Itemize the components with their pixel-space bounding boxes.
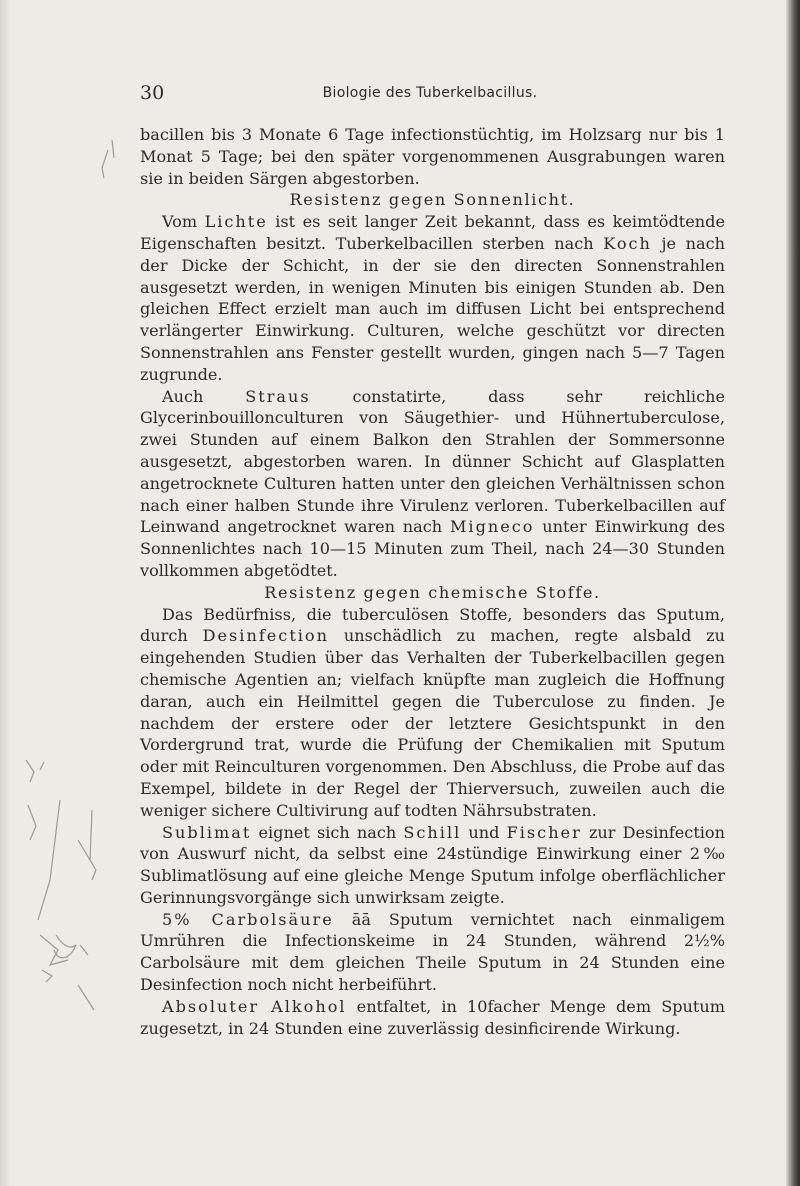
text-run: eignet sich nach xyxy=(258,822,397,842)
heading-sunlight: Resistenz gegen Sonnenlicht. xyxy=(289,190,576,210)
book-page-edge xyxy=(786,0,800,1186)
page-number: 30 xyxy=(140,82,165,104)
pencil-mark xyxy=(42,970,52,982)
intro-paragraph: bacillen bis 3 Monate 6 Tage infectionstüchtig, im Holzsarg nur bis 1 Monat 5 Tage; bei den später vorgenommenen Ausgrabungen waren sie in beiden Särgen abgestorben. xyxy=(140,125,725,188)
pencil-mark xyxy=(40,762,44,770)
text-run: und xyxy=(468,822,500,842)
paragraph-sunlight-2 xyxy=(140,386,725,582)
text-run: zur Desinfection von Auswurf nicht, da selbst eine 24stündige Einwirkung einer 2‰ Sublimatlösung auf eine gleiche Menge Sputum infolge oberflächlicher Gerinnungsvorgänge sich unwirksam zeigte. xyxy=(140,822,725,907)
pencil-mark xyxy=(28,805,36,840)
pencil-mark xyxy=(26,760,34,782)
heading-chemical: Resistenz gegen chemische Stoffe. xyxy=(264,582,601,602)
substance-name: Sublimat xyxy=(162,822,252,842)
pencil-mark xyxy=(78,840,96,880)
text-run: Vom xyxy=(162,212,198,232)
paragraph-chemical-1 xyxy=(140,604,725,822)
running-title: Biologie des Tuberkelbacillus. xyxy=(322,85,538,101)
text-run: ist es seit langer Zeit bekannt, dass es keimtödtende Eigenschaften besitzt. Tuberkelbacillen sterben nach xyxy=(140,212,725,253)
emphasis-term: Lichte xyxy=(204,212,268,232)
paragraph-sublimat xyxy=(140,822,725,909)
pencil-mark xyxy=(38,800,60,920)
paragraph-sunlight-1 xyxy=(140,211,725,385)
page-header xyxy=(140,82,720,106)
substance-name: 5% Carbolsäure xyxy=(162,909,334,929)
pencil-mark xyxy=(78,985,94,1010)
text-run: unschädlich zu machen, regte alsbald zu eingehenden Studien über das Verhalten der Tuberkelbacillen gegen chemische Agentien an; vielfach knüpfte man zugleich die Hoffnung daran, auch ein Heilmittel gegen die Tuberculose zu finden. Je nachdem der erstere oder der letztere Gesichtspunkt in den Vordergrund trat, wurde die Prüfung der Chemikalien mit Sputum oder mit Reinculturen vorgenommen. Den Abschluss, die Probe auf das Exempel, bildete in der Regel der Thierversuch, zuweilen auch die weniger sichere Cultivirung auf todten Nährsubstraten. xyxy=(140,626,725,820)
substance-name: Absoluter Alkohol xyxy=(162,996,347,1016)
pencil-mark xyxy=(112,140,114,158)
text-run: Das Bedürfniss, die tuberculösen Stoffe, besonders das Sputum, durch xyxy=(140,604,725,646)
text-run: unter Einwirkung des Sonnenlichtes nach 10—15 Minuten zum Theil, nach 24—30 Stunden vollkommen abgetödtet. xyxy=(140,517,725,580)
text-run: constatirte, dass sehr reichliche Glycerinbouillonculturen von Säugethier- und Hühnertuberculose, zwei Stunden auf einem Balkon den Strahlen der Sommersonne ausgesetzt, abgestorben waren. In dünner Schicht auf Glasplatten angetrocknete Culturen hatten unter den gleichen Verhältnissen schon nach einer halben Stunde ihre Virulenz verloren. Tuberkelbacillen auf Leinwand angetrocknet waren nach xyxy=(140,386,725,537)
author-name: Migneco xyxy=(449,517,535,537)
text-run: Auch xyxy=(162,386,204,406)
author-name: Koch xyxy=(603,233,652,253)
author-name: Fischer xyxy=(506,822,582,842)
pencil-annotation-marks xyxy=(0,0,120,1186)
text-run: je nach der Dicke der Schicht, in der sie den directen Sonnenstrahlen ausgesetzt werden, in wenigen Minuten bis einigen Stunden ab. Den gleichen Effect erzielt man auch im diffusen Licht bei entsprechend verlängerter Einwirkung. Culturen, welche geschützt vor directen Sonnenstrahlen ans Fenster gestellt wurden, gingen nach 5—7 Tagen zugrunde. xyxy=(140,233,725,384)
pencil-mark xyxy=(80,945,88,955)
paragraph-alkohol xyxy=(140,996,725,1040)
page-body xyxy=(140,124,725,1039)
pencil-mark xyxy=(54,935,76,958)
paragraph-carbolsaeure xyxy=(140,909,725,996)
text-run: āā Sputum vernichtet nach einmaligem Umrühren die Infectionskeime in 24 Stunden, während 2½% Carbolsäure mit dem gleichen Theile Sputum in 24 Stunden eine Desinfection noch nicht herbeiführt. xyxy=(140,909,725,995)
pencil-mark xyxy=(102,150,108,178)
author-name: Straus xyxy=(245,386,311,406)
emphasis-term: Desinfection xyxy=(202,626,329,646)
author-name: Schill xyxy=(403,822,462,842)
text-run: entfaltet, in 10facher Menge dem Sputum zugesetzt, in 24 Stunden eine zuverlässig desinficirende Wirkung. xyxy=(140,996,725,1038)
pencil-mark xyxy=(90,810,92,860)
